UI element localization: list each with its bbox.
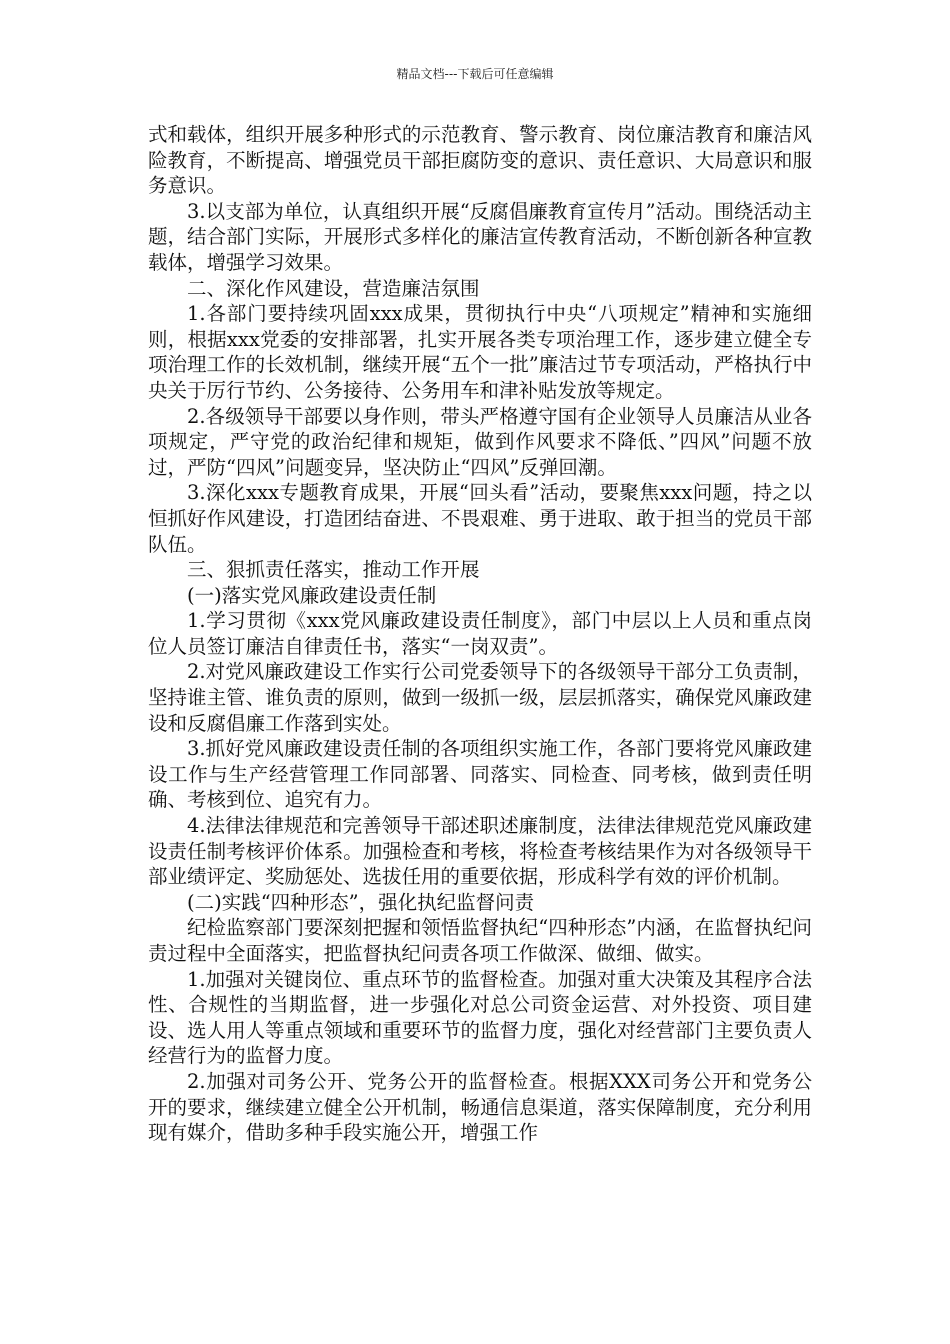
subsection-heading-1: (一)落实党风廉政建设责任制: [187, 583, 437, 607]
paragraph-10: 2.对党风廉政建设工作实行公司党委领导下的各级领导干部分工负责制，坚持谁主管、谁负责的原则，做到一级抓一级，层层抓落实，确保党风廉政建设和反腐倡廉工作落到实处。: [148, 660, 812, 735]
subsection-heading-2: (二)实践“四种形态”，强化执纪监督问责: [187, 890, 535, 914]
paragraph-4: 1.各部门要持续巩固xxx成果，贯彻执行中央“八项规定”精神和实施细则，根据xxx党委的安排部署，扎实开展各类专项治理工作，逐步建立健全专项治理工作的长效机制，继续开展“五个一批”廉洁过节专项活动，严格执行中央关于厉行节约、公务接待、公务用车和津补贴发放等规定。: [148, 302, 812, 402]
paragraph-15: 1.加强对关键岗位、重点环节的监督检查。加强对重大决策及其程序合法性、合规性的当期监督，进一步强化对总公司资金运营、对外投资、项目建设、选人用人等重点领域和重要环节的监督力度，强化对经营部门主要负责人经营行为的监督力度。: [148, 967, 812, 1068]
paragraph-16: 2.加强对司务公开、党务公开的监督检查。根据XXX司务公开和党务公开的要求，继续建立健全公开机制，畅通信息渠道，落实保障制度，充分利用现有媒介，借助多种手段实施公开，增强工作: [148, 1069, 812, 1145]
paragraph-9: 1.学习贯彻《xxx党风廉政建设责任制度》，部门中层以上人员和重点岗位人员签订廉洁自律责任书，落实“一岗双责”。: [148, 609, 812, 658]
section-heading-3: 三、狠抓责任落实，推动工作开展: [187, 558, 480, 582]
paragraph-11: 3.抓好党风廉政建设责任制的各项组织实施工作，各部门要将党风廉政建设工作与生产经营管理工作同部署、同落实、同检查、同考核，做到责任明确、考核到位、追究有力。: [148, 737, 812, 812]
paragraph-14: 纪检监察部门要深刻把握和领悟监督执纪“四种形态”内涵，在监督执纪问责过程中全面落实，把监督执纪问责各项工作做深、做细、做实。: [148, 916, 812, 965]
page-header: 精品文档---下载后可任意编辑: [396, 67, 554, 81]
paragraph-1: 式和载体，组织开展多种形式的示范教育、警示教育、岗位廉洁教育和廉洁风险教育，不断提高、增强党员干部拒腐防变的意识、责任意识、大局意识和服务意识。: [148, 123, 812, 198]
paragraph-2: 3.以支部为单位，认真组织开展“反腐倡廉教育宣传月”活动。围绕活动主题，结合部门实际，开展形式多样化的廉洁宣传教育活动，不断创新各种宣教载体，增强学习效果。: [148, 199, 812, 274]
paragraph-5: 2.各级领导干部要以身作则，带头严格遵守国有企业领导人员廉洁从业各项规定，严守党的政治纪律和规矩，做到作风要求不降低、”四风”问题不放过，严防“四风”问题变异，坚决防止“四风”反弹回潮。: [148, 404, 812, 479]
paragraph-6: 3.深化xxx专题教育成果，开展“回头看”活动，要聚焦xxx问题，持之以恒抓好作风建设，打造团结奋进、不畏艰难、勇于进取、敢于担当的党员干部队伍。: [148, 481, 812, 556]
section-heading-2: 二、深化作风建设，营造廉洁氛围: [187, 276, 480, 300]
paragraph-12: 4.法律法律规范和完善领导干部述职述廉制度，法律法律规范党风廉政建设责任制考核评价体系。加强检查和考核，将检查考核结果作为对各级领导干部业绩评定、奖励惩处、选拔任用的重要依据，形成科学有效的评价机制。: [148, 814, 812, 889]
document-body: [148, 122, 812, 1146]
